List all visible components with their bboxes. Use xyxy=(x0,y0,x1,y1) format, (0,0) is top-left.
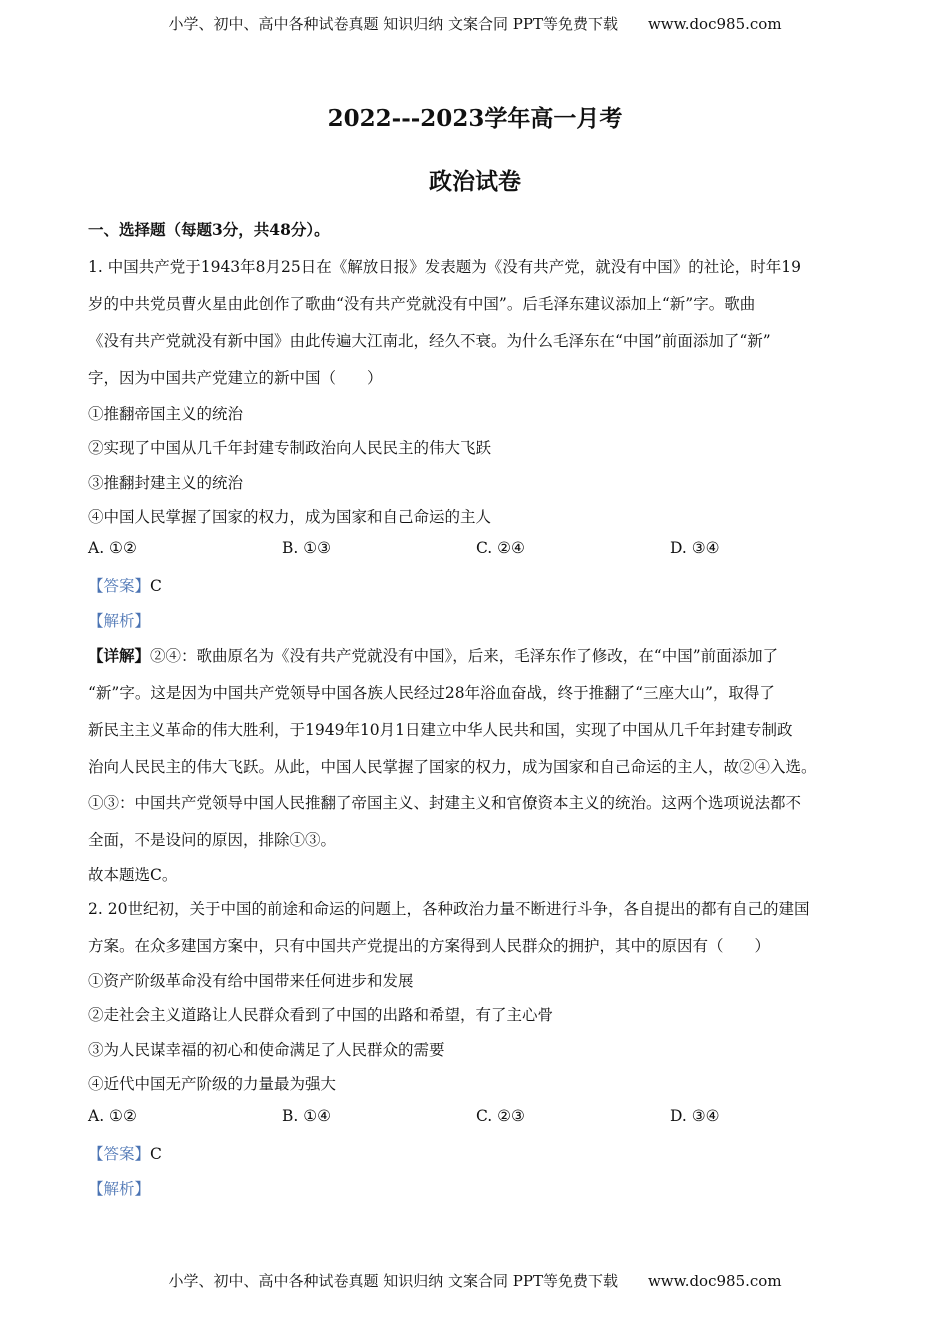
answer-value: C xyxy=(150,1145,162,1163)
detail-text: ②④：歌曲原名为《没有共产党就没有中国》，后来，毛泽东作了修改，在“中国”前面添加了 xyxy=(150,647,779,665)
q2-option-a: A. ①② xyxy=(88,1107,137,1125)
q1-detail-line: 全面，不是设问的原因，排除①③。 xyxy=(88,831,337,849)
q1-detail-line xyxy=(88,644,778,666)
q1-stem-line: 岁的中共党员曹火星由此创作了歌曲“没有共产党就没有中国”。后毛泽东建议添加上“新”字。歌曲 xyxy=(88,295,756,313)
q1-stem-line: 字，因为中国共产党建立的新中国（ ） xyxy=(88,369,383,387)
exam-title: 2022---2023学年高一月考 xyxy=(327,105,623,132)
header-text: 小学、初中、高中各种试卷真题 知识归纳 文案合同 PPT等免费下载 xyxy=(168,15,618,33)
q1-stem-line: 《没有共产党就没有新中国》由此传遍大江南北，经久不衰。为什么毛泽东在“中国”前面添加了“新” xyxy=(88,332,771,350)
answer-label: 【答案】 xyxy=(88,577,151,595)
q1-detail-line: 故本题选C。 xyxy=(88,866,178,884)
detail-label: 【详解】 xyxy=(88,646,151,665)
q2-item: ①资产阶级革命没有给中国带来任何进步和发展 xyxy=(88,972,414,990)
section-heading: 一、选择题（每题3分，共48分）。 xyxy=(88,220,330,239)
q2-item: ②走社会主义道路让人民群众看到了中国的出路和希望，有了主心骨 xyxy=(88,1006,554,1024)
q1-item: ③推翻封建主义的统治 xyxy=(88,474,244,492)
q1-analysis-label: 【解析】 xyxy=(88,612,151,630)
page-header xyxy=(0,13,950,34)
q1-item: ④中国人民掌握了国家的权力，成为国家和自己命运的主人 xyxy=(88,508,492,526)
page-footer xyxy=(0,1270,950,1291)
q2-answer xyxy=(88,1142,162,1164)
q2-option-b: B. ①④ xyxy=(282,1107,332,1125)
q1-option-b: B. ①③ xyxy=(282,539,332,557)
q1-item: ①推翻帝国主义的统治 xyxy=(88,405,244,423)
q2-item: ④近代中国无产阶级的力量最为强大 xyxy=(88,1075,337,1093)
q2-option-c: C. ②③ xyxy=(476,1107,525,1125)
q2-analysis-label: 【解析】 xyxy=(88,1180,151,1198)
q1-detail-line: “新”字。这是因为中国共产党领导中国各族人民经过28年浴血奋战，终于推翻了“三座大山”，取得了 xyxy=(88,684,775,702)
q1-answer xyxy=(88,574,162,596)
q2-option-d: D. ③④ xyxy=(670,1107,720,1125)
q1-detail-line: ①③：中国共产党领导中国人民推翻了帝国主义、封建主义和官僚资本主义的统治。这两个选项说法都不 xyxy=(88,794,802,812)
q2-stem-line: 方案。在众多建国方案中，只有中国共产党提出的方案得到人民群众的拥护，其中的原因有（ ） xyxy=(88,937,771,955)
q2-item: ③为人民谋幸福的初心和使命满足了人民群众的需要 xyxy=(88,1041,445,1059)
q1-option-d: D. ③④ xyxy=(670,539,720,557)
q1-detail-line: 治向人民民主的伟大飞跃。从此，中国人民掌握了国家的权力，成为国家和自己命运的主人，故②④入选。 xyxy=(88,758,817,776)
answer-value: C xyxy=(150,577,162,595)
answer-label: 【答案】 xyxy=(88,1145,151,1163)
q1-detail-line: 新民主主义革命的伟大胜利，于1949年10月1日建立中华人民共和国，实现了中国从几千年封建专制政 xyxy=(88,721,793,739)
q1-item: ②实现了中国从几千年封建专制政治向人民民主的伟大飞跃 xyxy=(88,439,492,457)
footer-site: www.doc985.com xyxy=(647,1272,782,1290)
footer-text: 小学、初中、高中各种试卷真题 知识归纳 文案合同 PPT等免费下载 xyxy=(168,1272,618,1290)
q2-stem-line: 2. 20世纪初，关于中国的前途和命运的问题上，各种政治力量不断进行斗争，各自提出的都有自己的建国 xyxy=(88,900,810,918)
exam-subject: 政治试卷 xyxy=(429,168,521,195)
q1-stem-line: 1. 中国共产党于1943年8月25日在《解放日报》发表题为《没有共产党，就没有中国》的社论，时年19 xyxy=(88,258,801,276)
q1-option-a: A. ①② xyxy=(88,539,137,557)
header-site: www.doc985.com xyxy=(647,15,782,33)
q1-option-c: C. ②④ xyxy=(476,539,525,557)
